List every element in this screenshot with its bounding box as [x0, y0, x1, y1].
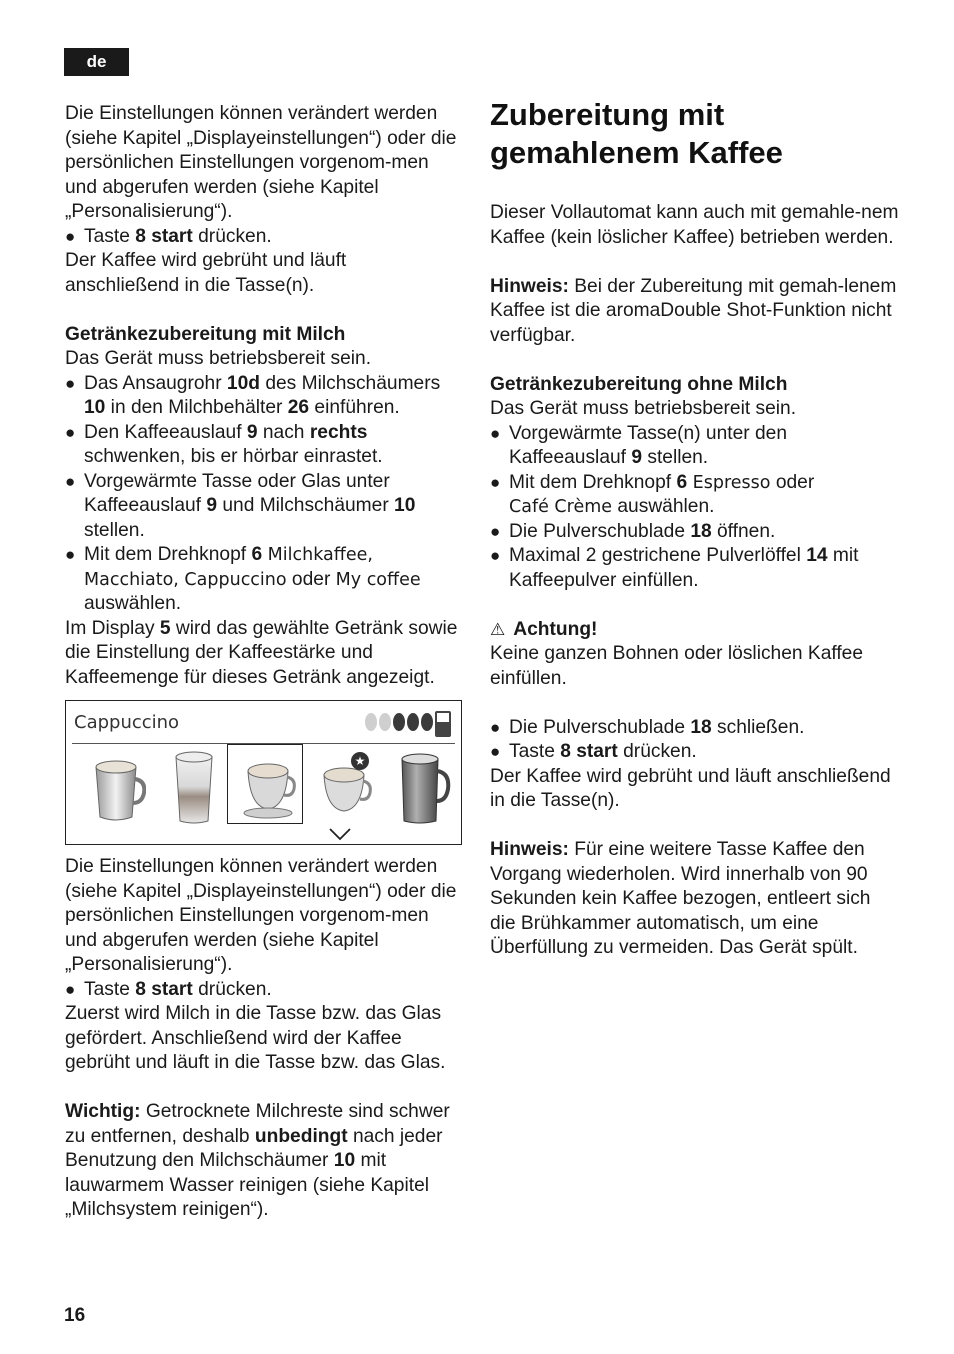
paragraph-settings-2: Die Einstellungen können verändert werden (siehe Kapitel „Displayeinstellungen“) oder die persönlichen Einstellungen vorgenom-men und abgerufen werden (siehe Kapitel „Personalisierung“).: [65, 856, 457, 975]
display-illustration: [65, 700, 462, 845]
macchiato-glass-icon: [164, 749, 224, 827]
page-number: 16: [64, 1305, 86, 1326]
bullet-open-drawer: ● Die Pulverschublade 18 öffnen.: [490, 520, 900, 545]
paragraph-important: Wichtig: Getrocknete Milchreste sind schwer zu entfernen, deshalb unbedingt nach jeder Benutzung den Milchschäumer 10 mit lauwarmem Wasser reinigen (siehe Kapitel „Milchsystem reinigen“).: [65, 1101, 450, 1220]
paragraph-ready-right: Das Gerät muss betriebsbereit sein.: [490, 398, 797, 419]
bullet-start-2: ● Taste 8 start drücken.: [65, 978, 465, 1003]
heading-milk: Getränkezubereitung mit Milch: [65, 323, 346, 345]
heading-no-milk: Getränkezubereitung ohne Milch: [490, 373, 788, 395]
left-column: [65, 102, 465, 1223]
bullet-rotary-knob: ● Mit dem Drehknopf 6 Milchkaffee, Macchiato, Cappuccino oder My coffee auswählen.: [65, 543, 465, 617]
note-aromadouble: Hinweis: Bei der Zubereitung mit gemah-lenem Kaffee ist die aromaDouble Shot-Funktion nicht verfügbar.: [490, 275, 897, 346]
display-drink-name: Cappuccino: [74, 712, 180, 733]
chevron-down-icon: [328, 827, 352, 841]
milk-coffee-cup-icon: [86, 749, 146, 827]
section-title: Zubereitung mit gemahlenem Kaffee: [490, 97, 783, 170]
bullet-start-right: ● Taste 8 start drücken.: [490, 740, 900, 765]
bullet-intake-tube: ● Das Ansaugrohr 10d des Milchschäumers 10 in den Milchbehälter 26 einführen.: [65, 372, 465, 421]
selection-frame: [227, 744, 303, 824]
warning-text: Keine ganzen Bohnen oder löslichen Kaffee einfüllen.: [490, 643, 864, 689]
right-column: [490, 96, 900, 961]
bullet-fill-powder: ● Maximal 2 gestrichene Pulverlöffel 14 mit Kaffeepulver einfüllen.: [490, 544, 900, 593]
paragraph-ready: Das Gerät muss betriebsbereit sein.: [65, 348, 372, 369]
bullet-start: ● Taste 8 start drücken.: [65, 225, 465, 250]
milk-pitcher-icon: [392, 749, 452, 827]
my-coffee-cup-icon: [316, 749, 376, 827]
bullet-cup-right: ● Vorgewärmte Tasse(n) unter den Kaffeeauslauf 9 stellen.: [490, 422, 900, 471]
svg-text:★: ★: [354, 754, 366, 768]
paragraph-settings: Die Einstellungen können verändert werden (siehe Kapitel „Displayeinstellungen“) oder die persönlichen Einstellungen vorgenom-men und abgerufen werden (siehe Kapitel „Personalisierung“).: [65, 103, 457, 222]
quantity-icon: [435, 711, 451, 737]
note-repeat: Hinweis: Für eine weitere Tasse Kaffee den Vorgang wiederholen. Wird innerhalb von 90 Sekunden kein Kaffee bezogen, entleert sich die Brühkammer automatisch, um eine Überfüllung zu vermeiden. Das Gerät spült.: [490, 839, 871, 958]
bullet-coffee-outlet: ● Den Kaffeeauslauf 9 nach rechts schwenken, bis er hörbar einrastet.: [65, 421, 465, 470]
bullet-close-drawer: ● Die Pulverschublade 18 schließen.: [490, 716, 900, 741]
paragraph-brew: Der Kaffee wird gebrüht und läuft anschließend in die Tasse(n).: [65, 250, 347, 296]
paragraph-milk-first: Zuerst wird Milch in die Tasse bzw. das Glas gefördert. Anschließend wird der Kaffee gebrüht und läuft in die Tasse bzw. das Glas.: [65, 1003, 446, 1073]
bullet-cup: ● Vorgewärmte Tasse oder Glas unter Kaffeeauslauf 9 und Milchschäumer 10 stellen.: [65, 470, 465, 544]
language-tab: de: [64, 48, 129, 76]
strength-indicator: [365, 713, 433, 731]
paragraph-display: Im Display 5 wird das gewählte Getränk sowie die Einstellung der Kaffeestärke und Kaffeemenge für dieses Getränk angezeigt.: [65, 617, 458, 688]
warning-icon: ⚠: [490, 619, 506, 639]
paragraph-intro: Dieser Vollautomat kann auch mit gemahle-nem Kaffee (kein löslicher Kaffee) betrieben werden.: [490, 202, 899, 248]
warning-heading: ⚠ Achtung!: [490, 618, 598, 640]
bullet-rotary-right: ● Mit dem Drehknopf 6 Espresso oder Café Crème auswählen.: [490, 471, 900, 520]
paragraph-brew-right: Der Kaffee wird gebrüht und läuft anschließend in die Tasse(n).: [490, 765, 891, 811]
